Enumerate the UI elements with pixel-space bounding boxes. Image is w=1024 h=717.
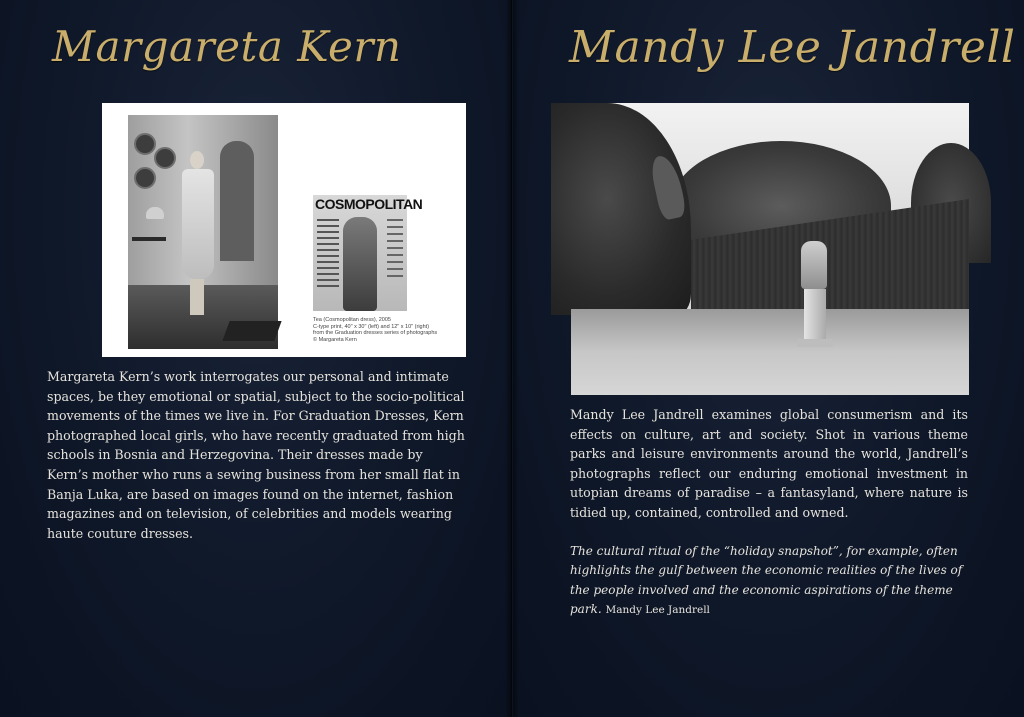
magazine-masthead: COSMOPOLITAN	[315, 196, 423, 212]
quote-text: The cultural ritual of the “holiday snapshot”, for example, often highlights the gulf between the economic realities of the lives of the people involved and the economic aspirations of the theme park.	[570, 544, 963, 617]
kern-description: Margareta Kern’s work interrogates our personal and intimate spaces, be they emotional or spatial, subject to the socio-political movements of the times we live in. For Graduation Dresses, Kern photographed local girls, who have recently graduated from high schools in Bosnia and Herzegovina. Their dresses made by Kern’s mother who runs a sewing business from her small flat in Banja Luka, are based on images found on the internet, fashion magazines and on television, of celebrities and models wearing haute couture dresses.	[47, 369, 465, 541]
garden-statue-photo	[571, 103, 969, 395]
caption-line: from the Graduation dresses series of photographs	[313, 330, 438, 336]
caption-line: © Margareta Kern	[313, 336, 357, 343]
kern-photo-panel	[102, 103, 466, 357]
jandrell-description: Mandy Lee Jandrell examines global consumerism and its effects on culture, art and society. Shot in various theme parks and leisure environments around the world, Jandrell’s photographs reflect our enduring emotional investment in utopian dreams of paradise – a fantasyland, where nature is tidied up, contained, controlled and owned.	[570, 407, 968, 520]
photo-caption	[313, 317, 453, 343]
right-page-title: Mandy Lee Jandrell	[569, 22, 1016, 73]
caption-line: Tea (Cosmopolitan dress), 2005	[313, 317, 391, 323]
left-page-title: Margareta Kern	[52, 22, 402, 71]
quote-attribution: Mandy Lee Jandrell	[605, 604, 710, 617]
interior-portrait-photo	[128, 115, 278, 349]
magazine-cover-photo	[313, 195, 423, 311]
caption-line: C-type print, 40" x 30" (left) and 12" x 10" (right)	[313, 323, 430, 330]
artist-quote	[570, 542, 970, 621]
